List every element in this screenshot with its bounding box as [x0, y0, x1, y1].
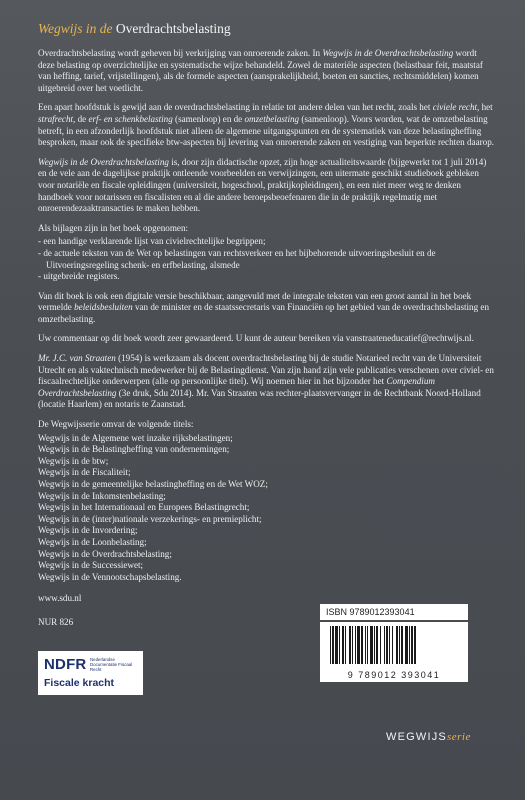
publisher-url: www.sdu.nl [38, 593, 82, 604]
title-main: Overdrachtsbelasting [115, 21, 231, 36]
ndfr-logo [38, 651, 143, 695]
blurb [38, 48, 494, 629]
list-item: Wegwijs in de Vennootschapsbelasting. [38, 571, 182, 582]
list-item: - de actuele teksten van de Wet op belastingen van rechtsverkeer en het bijbehorende uitvoeringsbesluit en de Uitvoeringsregeling schenk- en erfbelasting, alsmede [38, 248, 494, 271]
list-item: Wegwijs in de gemeentelijke belastingheffing en de Wet WOZ; [38, 479, 268, 489]
paragraph-didactic: Wegwijs in de Overdrachtsbelasting is, door zijn didactische opzet, zijn hoge actualiteitswaarde (bijgewerkt tot 1 juli 2014) en de vele aan de dagelijkse praktijk ontleende voorbeelden en verwijzingen, een uitermate geschikt studieboek gebleken voor notariële en fiscale opleidingen (universiteit, hogeschool, praktijkopleidingen), en een niet meer weg te denken handboek voor notarissen en fiscalisten en al die andere beroepsbeoefenaren die in de praktijk regelmatig met onroerendezaaktransacties te maken hebben. [38, 156, 487, 214]
list-item: Wegwijs in de Loonbelasting; [38, 536, 147, 547]
logo-word: WEGWIJS [386, 731, 447, 743]
series-intro: De Wegwijsserie omvat de volgende titels: [38, 419, 194, 430]
barcode-bars [320, 622, 468, 670]
title-prefix: Wegwijs in de [38, 21, 113, 36]
list-item: Wegwijs in de (inter)nationale verzekerings- en premieplicht; [38, 513, 262, 524]
list-item: - een handige verklarende lijst van civielrechtelijke begrippen; [38, 236, 494, 248]
barcode-digits: 9 789012 393041 [347, 670, 441, 680]
list-item: Wegwijs in de Overdrachtsbelasting; [38, 548, 172, 559]
list-item: Wegwijs in het Internationaal en Europees Belastingrecht; [38, 502, 250, 513]
list-item: Wegwijs in de Algemene wet inzake rijksbelastingen; [38, 432, 233, 443]
series-list [38, 433, 494, 584]
cover-title [38, 21, 231, 37]
nur-code: NUR 826 [38, 616, 74, 627]
logo-serie: serie [446, 731, 471, 743]
bijlagen-intro: Als bijlagen zijn in het boek opgenomen: [38, 222, 189, 233]
ndfr-logo-subtitle: Nederlandse Documentatie Fiscaal Recht [90, 657, 133, 672]
list-item: Wegwijs in de Belastingheffing van ondernemingen; [38, 444, 230, 455]
bijlagen-list [38, 236, 494, 282]
wegwijs-serie-logo [386, 731, 471, 743]
paragraph-digital: Van dit boek is ook een digitale versie beschikbaar, aangevuld met de integrale teksten van een groot aantal in het boek vermelde beleidsbesluiten van de minister en de staatssecretaris van Financiën op het gebied van de overdrachtsbelasting en omzetbelasting. [38, 290, 490, 324]
paragraph-comment: Uw commentaar op dit boek wordt zeer gewaardeerd. U kunt de auteur bereiken via vanstraateneducatief@rechtwijs.nl. [38, 333, 474, 344]
ndfr-logo-tagline: Fiscale kracht [44, 677, 115, 689]
list-item: Wegwijs in de Inkomstenbelasting; [38, 490, 166, 501]
list-item: Wegwijs in de Successiewet; [38, 560, 144, 571]
list-item: Wegwijs in de btw; [38, 455, 109, 466]
isbn-label: ISBN 9789012393041 [320, 604, 468, 620]
paragraph-author: Mr. J.C. van Straaten (1954) is werkzaam als docent overdrachtsbelasting bij de studie Notarieel recht van de Universiteit Utrecht en als vaktechnisch medewerker bij de Belastingdienst. Van zijn hand zijn vele publicaties verschenen over civiel- en fiscaalrechtelijke onderwerpen (alle op persoonlijke titel). Wij noemen hier in het bijzonder het Compendium Overdrachtsbelasting (3e druk, Sdu 2014). Mr. Van Straaten was rechter-plaatsvervanger in de Rechtbank Noord-Holland (locatie Haarlem) en notaris te Zaanstad. [38, 353, 494, 410]
paragraph-intro: Overdrachtsbelasting wordt geheven bij verkrijging van onroerende zaken. In Wegwijs in de Overdrachtsbelasting wordt deze belasting op overzichtelijke en systematische wijze behandeld. Zowel de materiële aspecten (belastbaar feit, maatstaf van heffing, tarief, vrijstellingen), als de formele aspecten (aansprakelijkheid, boeten en sancties, rechtsmiddelen) komen uitgebreid over het voetlicht. [38, 48, 483, 93]
list-item: Wegwijs in de Fiscaliteit; [38, 467, 131, 478]
list-item: Wegwijs in de Invordering; [38, 525, 138, 536]
list-item: - uitgebreide registers. [38, 271, 494, 283]
ndfr-logo-title: NDFR [44, 656, 87, 673]
barcode [320, 622, 468, 682]
paragraph-relations: Een apart hoofdstuk is gewijd aan de overdrachtsbelasting in relatie tot andere delen van het recht, zoals het civiele recht, het strafrecht, de erf- en schenkbelasting (samenloop) en de omzetbelasting (samenloop). Voors worden, wat de omzetbelasting betreft, in een afzonderlijk hoofdstuk niet alleen de algemene uitgangspunten en de systematiek van deze belastingheffing besproken, maar ook de specifieke btw-aspecten bij levering van onroerende zaken en vestiging van beperkte rechten daarop. [38, 102, 495, 148]
